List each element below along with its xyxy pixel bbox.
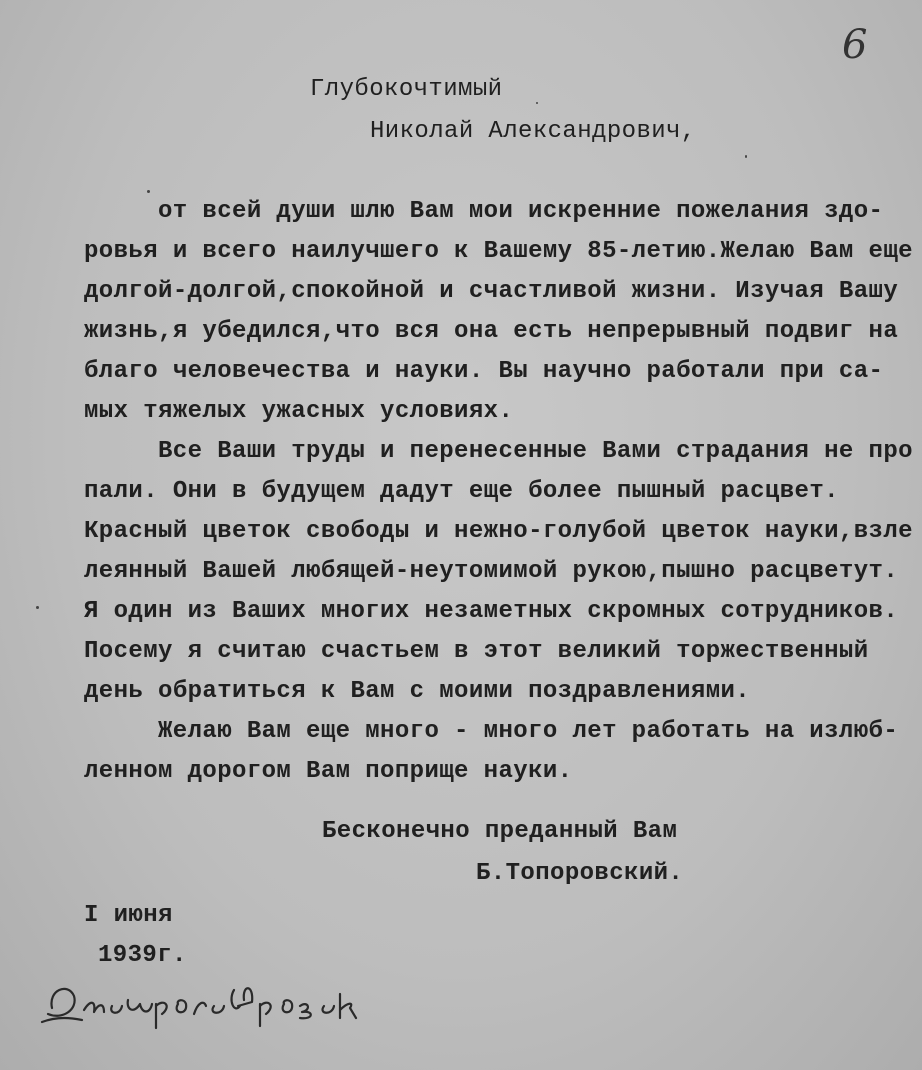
paragraph1-line-4: жизнь,я убедился,что вся она есть непрерывный подвиг на bbox=[84, 318, 899, 345]
page-number: 6 bbox=[842, 22, 868, 68]
salutation-line-1: Глубокочтимый bbox=[310, 76, 503, 103]
paragraph3-line-2: ленном дорогом Вам поприще науки. bbox=[84, 758, 573, 785]
salutation-line-2: Николай Александрович, bbox=[370, 118, 696, 145]
date-year: 1939г. bbox=[98, 942, 187, 969]
paragraph2-line-3: Красный цветок свободы и нежно-голубой цветок науки,взле bbox=[84, 518, 913, 545]
signature-name: Б.Топоровский. bbox=[476, 860, 684, 887]
date-day-month: I июня bbox=[84, 902, 173, 929]
closing-line: Бесконечно преданный Вам bbox=[322, 818, 678, 845]
paragraph1-line-1: от всей души шлю Вам мои искренние пожелания здо- bbox=[158, 198, 884, 225]
paragraph1-line-6: мых тяжелых ужасных условиях. bbox=[84, 398, 514, 425]
paragraph3-line-1: Желаю Вам еще много - много лет работать на излюб- bbox=[158, 718, 899, 745]
paragraph2-line-4: леянный Вашей любящей-неутомимой рукою,пышно расцветут. bbox=[84, 558, 899, 585]
paragraph2-line-6: Посему я считаю счастьем в этот великий торжественный bbox=[84, 638, 869, 665]
paragraph2-line-2: пали. Они в будущем дадут еще более пышный расцвет. bbox=[84, 478, 839, 505]
paragraph2-line-7: день обратиться к Вам с моими поздравлениями. bbox=[84, 678, 751, 705]
paper-speck bbox=[745, 155, 747, 158]
paper-speck bbox=[36, 606, 39, 609]
paper-speck bbox=[147, 190, 150, 193]
paper-speck bbox=[536, 102, 538, 104]
paragraph1-line-3: долгой-долгой,спокойной и счастливой жизни. Изучая Вашу bbox=[84, 278, 899, 305]
paragraph1-line-2: ровья и всего наилучшего к Вашему 85-летию.Желаю Вам еще bbox=[84, 238, 913, 265]
paragraph1-line-5: благо человечества и науки. Вы научно работали при са- bbox=[84, 358, 884, 385]
handwritten-place-scribble bbox=[38, 970, 358, 1040]
paragraph2-line-5: Я один из Ваших многих незаметных скромных сотрудников. bbox=[84, 598, 899, 625]
paragraph2-line-1: Все Ваши труды и перенесенные Вами страдания не про bbox=[158, 438, 913, 465]
